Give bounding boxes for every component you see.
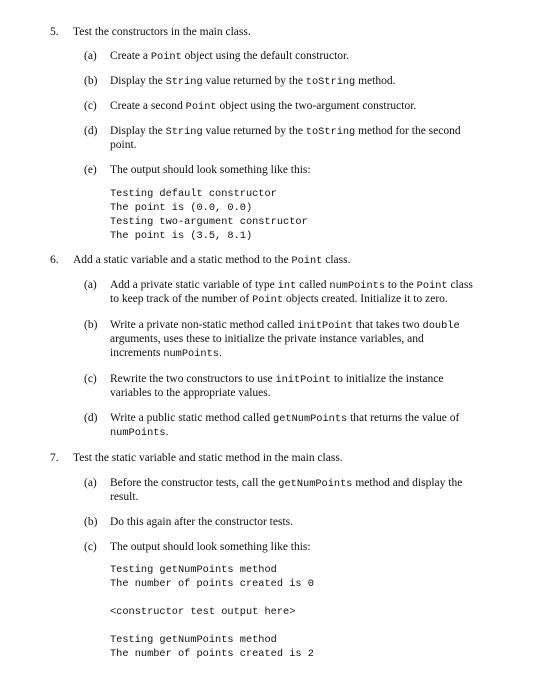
inline-code: double bbox=[422, 320, 460, 332]
inline-code: Point bbox=[416, 280, 448, 292]
inline-code: toString bbox=[305, 126, 356, 138]
item-title: Add a static variable and a static method to the Point class. bbox=[73, 254, 351, 267]
item-number: 5. bbox=[50, 26, 59, 38]
output-line: <constructor test output here> bbox=[110, 606, 296, 618]
sub-text: Create a Point object using the default constructor. bbox=[110, 50, 350, 63]
sub-text: variables to the appropriate values. bbox=[110, 387, 271, 399]
output-line: Testing default constructor bbox=[110, 188, 277, 200]
output-line: The number of points created is 0 bbox=[110, 578, 314, 590]
inline-code: numPoints bbox=[163, 348, 219, 360]
sub-label: (c) bbox=[84, 100, 97, 112]
inline-code: Point bbox=[291, 255, 323, 267]
sub-label: (a) bbox=[84, 50, 97, 62]
sub-text: increments numPoints. bbox=[110, 347, 222, 360]
inline-code: initPoint bbox=[297, 320, 353, 332]
sub-text: numPoints. bbox=[110, 426, 169, 439]
sub-text: Add a private static variable of type int called numPoints to the Point class bbox=[110, 279, 473, 292]
sub-text: Display the String value returned by the toString method. bbox=[110, 75, 396, 88]
inline-code: int bbox=[277, 280, 297, 292]
inline-code: numPoints bbox=[110, 427, 166, 439]
output-line: Testing getNumPoints method bbox=[110, 634, 277, 646]
sub-text: The output should look something like this: bbox=[110, 164, 311, 176]
output-line: Testing two-argument constructor bbox=[110, 216, 308, 228]
sub-text: The output should look something like this: bbox=[110, 541, 311, 553]
inline-code: getNumPoints bbox=[278, 478, 353, 490]
sub-text: point. bbox=[110, 139, 137, 151]
sub-label: (c) bbox=[84, 541, 97, 553]
inline-code: String bbox=[165, 76, 203, 88]
sub-label: (d) bbox=[84, 412, 98, 424]
inline-code: Point bbox=[150, 51, 182, 63]
item-number: 6. bbox=[50, 254, 59, 266]
inline-code: Point bbox=[185, 101, 217, 113]
sub-label: (b) bbox=[84, 75, 98, 87]
item-number: 7. bbox=[50, 452, 59, 464]
inline-code: toString bbox=[305, 76, 356, 88]
inline-code: getNumPoints bbox=[273, 413, 348, 425]
output-line: The number of points created is 2 bbox=[110, 648, 314, 660]
sub-text: arguments, uses these to initialize the private instance variables, and bbox=[110, 333, 424, 345]
item-title: Test the constructors in the main class. bbox=[73, 26, 251, 38]
sub-text: to keep track of the number of Point objects created. Initialize it to zero. bbox=[110, 293, 448, 306]
sub-label: (b) bbox=[84, 319, 98, 331]
sub-text: Before the constructor tests, call the getNumPoints method and display the bbox=[110, 477, 463, 490]
inline-code: Point bbox=[252, 294, 284, 306]
sub-label: (e) bbox=[84, 164, 97, 176]
sub-text: Write a private non-static method called initPoint that takes two double bbox=[110, 319, 460, 332]
sub-label: (c) bbox=[84, 373, 97, 385]
output-line: Testing getNumPoints method bbox=[110, 564, 277, 576]
output-line: The point is (3.5, 8.1) bbox=[110, 230, 253, 242]
inline-code: String bbox=[165, 126, 203, 138]
output-line: The point is (0.0, 0.0) bbox=[110, 202, 253, 214]
sub-text: Do this again after the constructor tests. bbox=[110, 516, 293, 528]
sub-text: Display the String value returned by the toString method for the second bbox=[110, 125, 461, 138]
sub-label: (b) bbox=[84, 516, 98, 528]
sub-label: (a) bbox=[84, 279, 97, 291]
sub-text: result. bbox=[110, 491, 139, 503]
item-title: Test the static variable and static method in the main class. bbox=[73, 452, 343, 464]
inline-code: initPoint bbox=[275, 374, 332, 386]
sub-text: Create a second Point object using the two-argument constructor. bbox=[110, 100, 417, 113]
sub-label: (d) bbox=[84, 125, 98, 137]
sub-label: (a) bbox=[84, 477, 97, 489]
inline-code: numPoints bbox=[329, 280, 386, 292]
sub-text: Write a public static method called getNumPoints that returns the value of bbox=[110, 412, 460, 425]
sub-text: Rewrite the two constructors to use initPoint to initialize the instance bbox=[110, 373, 444, 386]
